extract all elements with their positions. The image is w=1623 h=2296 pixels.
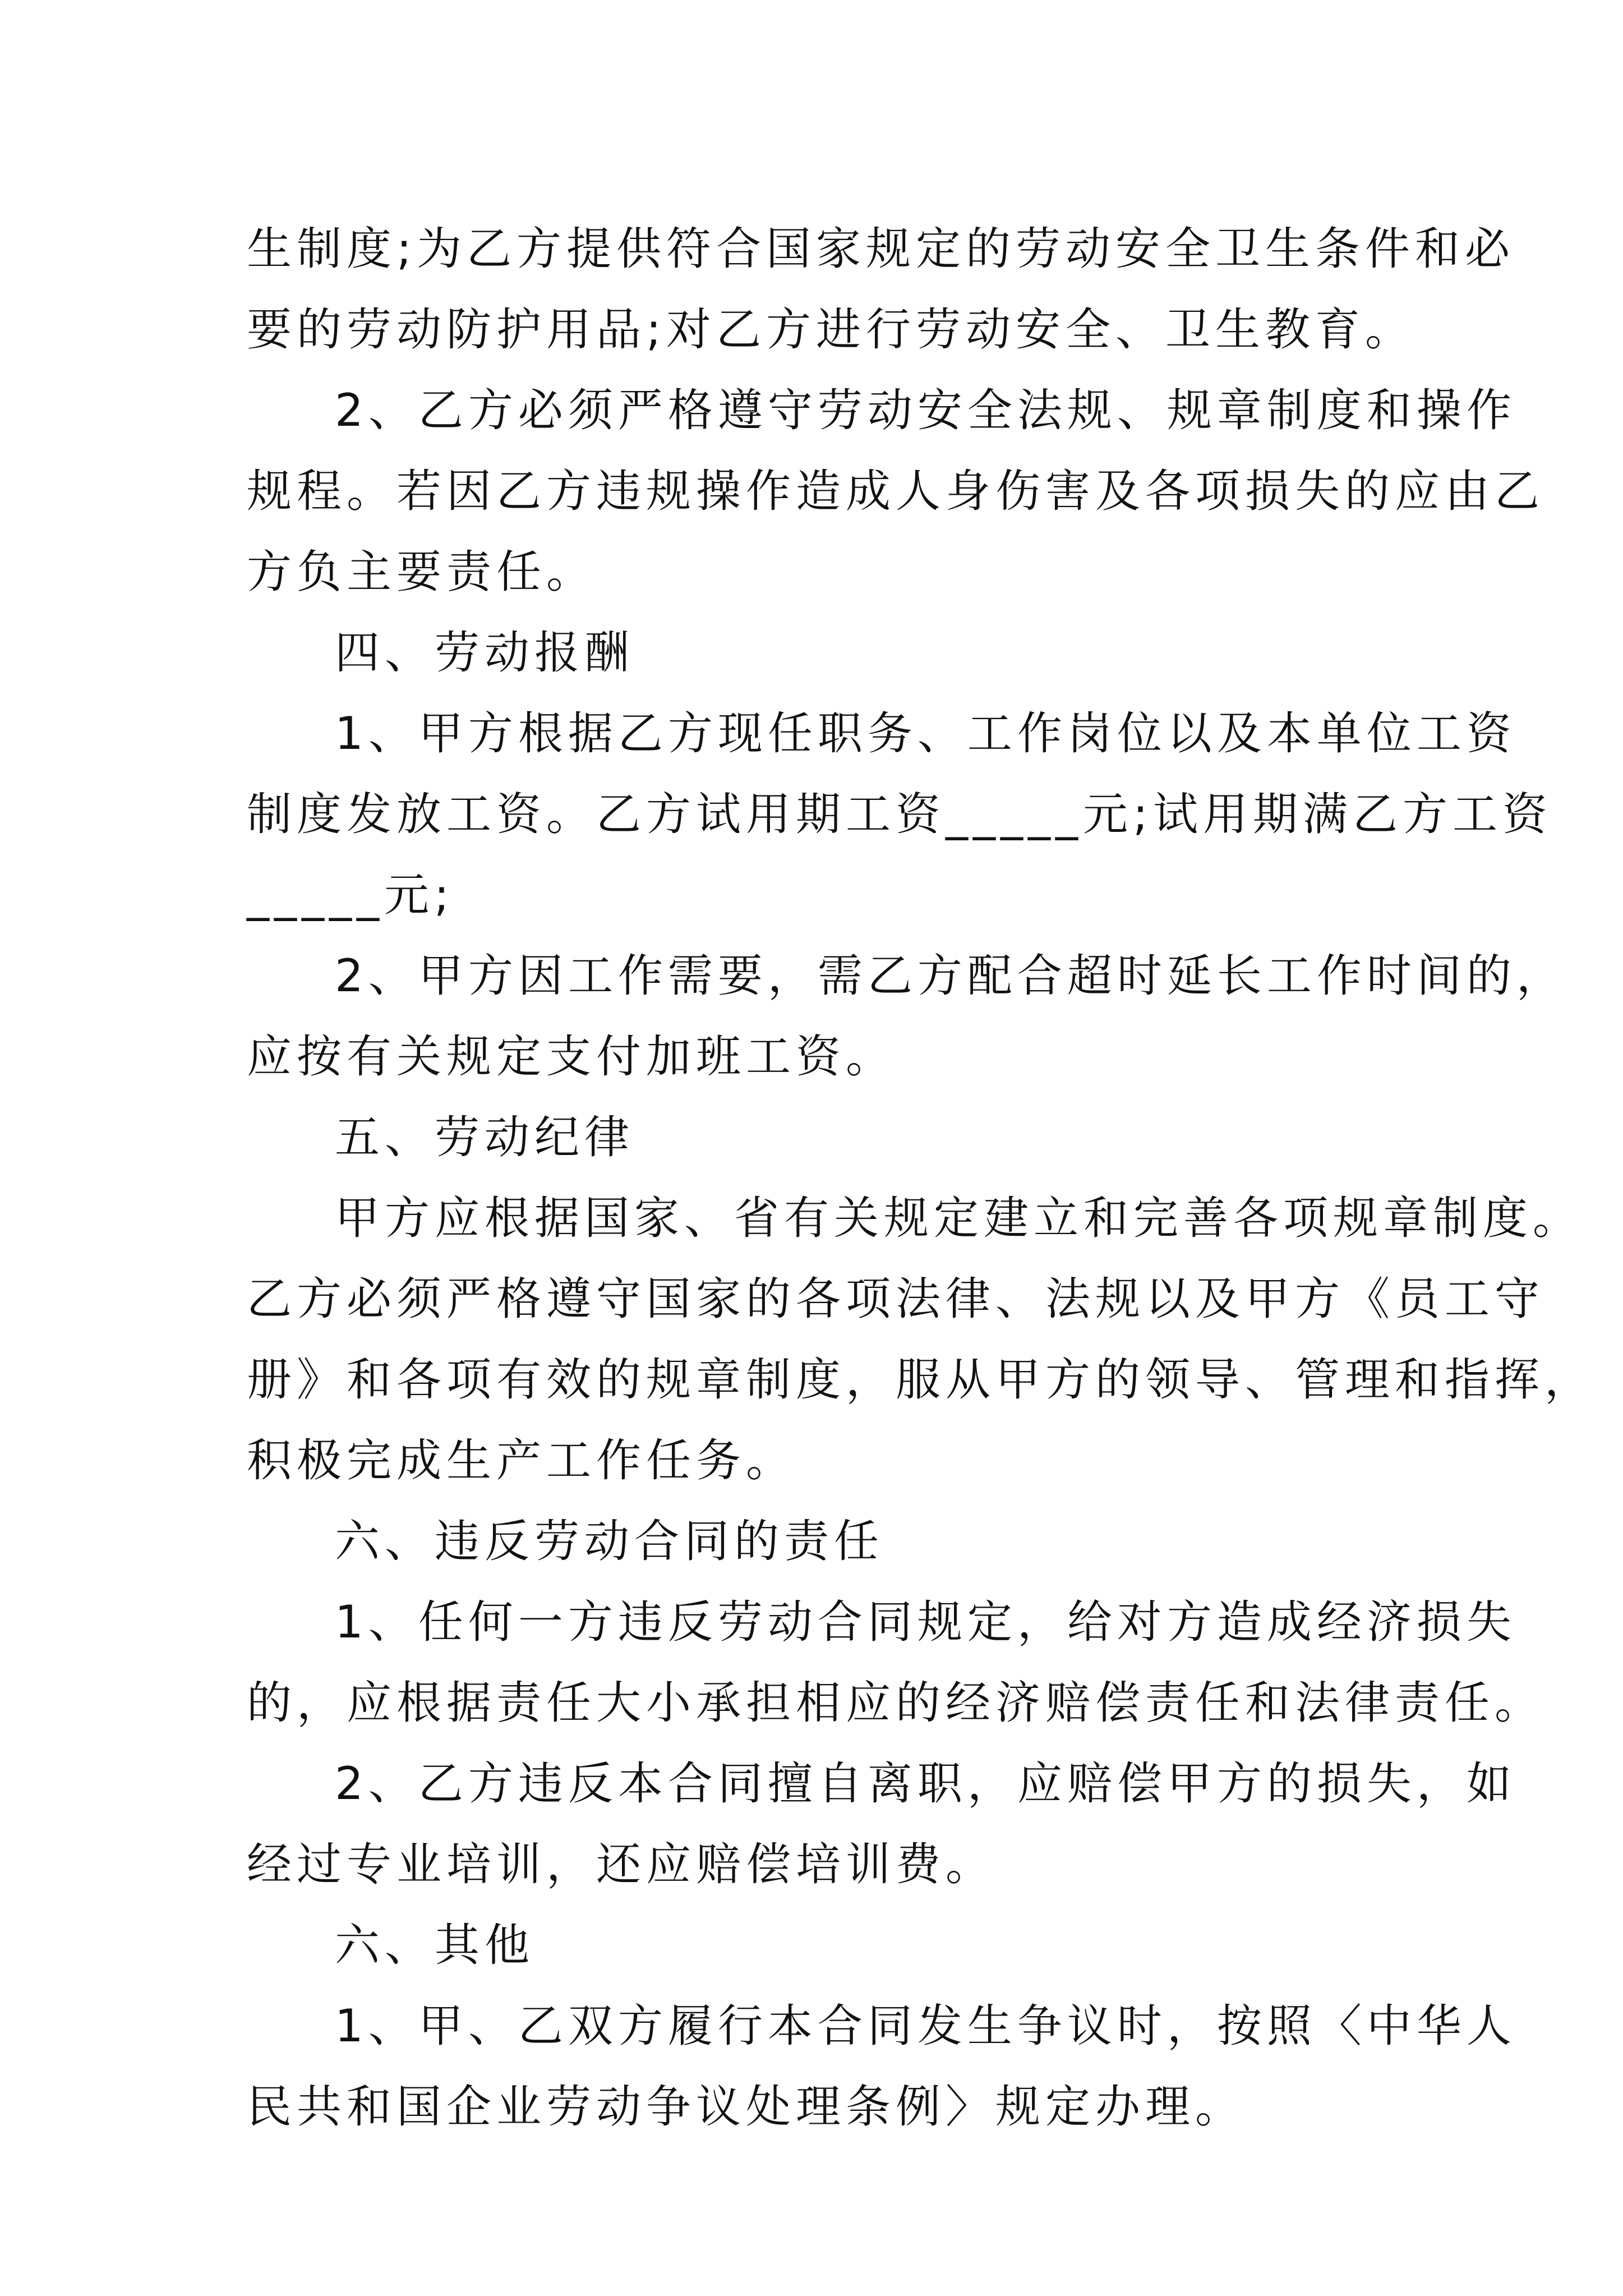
paragraph-line: 1、任何一方违反劳动合同规定，给对方造成经济损失 — [335, 1596, 1516, 1648]
paragraph-line: 积极完成生产工作任务。 — [247, 1434, 796, 1487]
paragraph-line: 1、甲、乙双方履行本合同发生争议时，按照〈中华人 — [335, 2000, 1516, 2052]
paragraph-line: 2、乙方违反本合同擅自离职，应赔偿甲方的损失，如 — [335, 1757, 1516, 1810]
section-heading: 六、其他 — [335, 1919, 534, 1971]
paragraph-line: 应按有关规定支付加班工资。 — [247, 1030, 896, 1083]
paragraph-line: 2、乙方必须严格遵守劳动安全法规、规章制度和操作 — [335, 384, 1516, 436]
paragraph-line: _____元; — [247, 869, 454, 921]
paragraph-line: 甲方应根据国家、省有关规定建立和完善各项规章制度。 — [335, 1192, 1583, 1244]
paragraph-line: 生制度;为乙方提供符合国家规定的劳动安全卫生条件和必 — [247, 223, 1515, 275]
section-heading: 五、劳动纪律 — [335, 1111, 634, 1163]
paragraph-line: 方负主要责任。 — [247, 546, 596, 598]
section-heading: 六、违反劳动合同的责任 — [335, 1515, 884, 1567]
paragraph-line: 册》和各项有效的规章制度，服从甲方的领导、管理和指挥， — [247, 1354, 1594, 1406]
paragraph-line: 要的劳动防护用品;对乙方进行劳动安全、卫生教育。 — [247, 303, 1415, 356]
section-heading: 四、劳动报酬 — [335, 627, 634, 679]
paragraph-line: 规程。若因乙方违规操作造成人身伤害及各项损失的应由乙 — [247, 465, 1544, 517]
paragraph-line: 民共和国企业劳动争议处理条例〉规定办理。 — [247, 2081, 1245, 2133]
paragraph-line: 1、甲方根据乙方现任职务、工作岗位以及本单位工资 — [335, 707, 1516, 760]
paragraph-line: 制度发放工资。乙方试用期工资_____元;试用期满乙方工资 — [247, 788, 1552, 840]
document-body — [247, 209, 1594, 2147]
paragraph-line: 的，应根据责任大小承担相应的经济赔偿责任和法律责任。 — [247, 1677, 1544, 1729]
paragraph-line: 乙方必须严格遵守国家的各项法律、法规以及甲方《员工守 — [247, 1273, 1544, 1325]
paragraph-line: 经过专业培训，还应赔偿培训费。 — [247, 1838, 995, 1890]
paragraph-line: 2、甲方因工作需要，需乙方配合超时延长工作时间的， — [335, 950, 1566, 1002]
